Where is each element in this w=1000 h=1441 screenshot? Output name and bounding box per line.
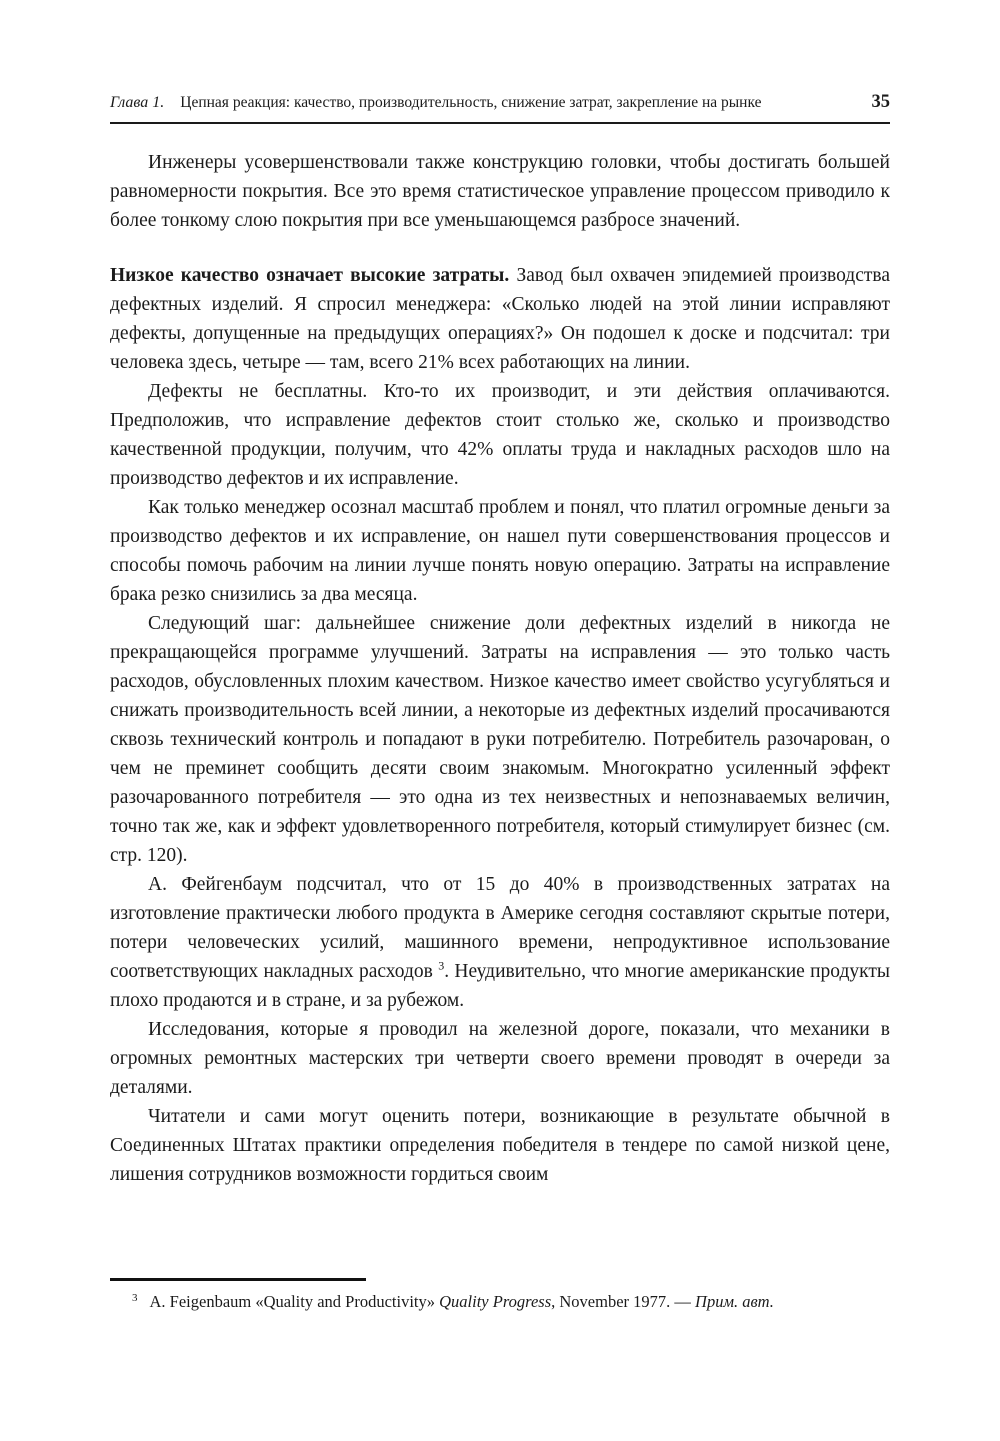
paragraph-manager-realized: Как только менеджер осознал масштаб проблем и понял, что платил огромные деньги за производство дефектов и их исправление, он нашел пути совершенствования процессов и способы помочь рабочим на линии лучше понять новую операцию. Затраты на исправление брака резко снизились за два месяца.	[110, 497, 890, 605]
chapter-label: Глава 1.	[110, 94, 165, 111]
paragraph-defects-cost: Дефекты не бесплатны. Кто-то их производит, и эти действия оплачиваются. Предположив, что исправление дефектов стоит столько же, сколько и производство качественной продукции, получим, что 42% оплаты труда и накладных расходов шло на производство дефектов и их исправление.	[110, 381, 890, 489]
paragraph-engineers: Инженеры усовершенствовали также конструкцию головки, чтобы достигать большей равномерности покрытия. Все это время статистическое управление процессом приводило к более тонкому слою покрытия при все уменьшающемся разбросе значений.	[110, 152, 890, 231]
paragraph-readers: Читатели и сами могут оценить потери, возникающие в результате обычной в Соединенных Штатах практики определения победителя в тендере по самой низкой цене, лишения сотрудников возможности гордиться своим	[110, 1106, 890, 1185]
paragraph-feigenbaum	[110, 870, 890, 1015]
paragraph-text: . Неудивительно, что многие американские продукты плохо продаются и в стране, и за рубежом.	[110, 961, 891, 1011]
paragraph-text: Завод был охвачен эпидемией производства дефектных изделий. Я спросил менеджера: «Сколько людей на этой линии исправляют дефекты, допущенные на предыдущих операциях?» Он подошел к доске и подсчитал: три человека здесь, четыре — там, всего 21% всех работающих на линии.	[110, 265, 891, 373]
footnote-text	[110, 1290, 890, 1314]
footnote-author-note: Прим. авт.	[695, 1292, 774, 1311]
paragraph-text: А. Фейгенбаум подсчитал, что от 15 до 40% в производственных затратах на изготовление практически любого продукта в Америке сегодня составляют скрытые потери, потери человеческих усилий, машинного времени, непродуктивное использование соответствующих накладных расходов	[110, 874, 890, 982]
body-text	[110, 148, 890, 1189]
page-header	[110, 92, 890, 124]
footnote-date: , November 1977. —	[551, 1292, 696, 1311]
page-number: 35	[871, 92, 890, 112]
footnote-journal: Quality Progress	[439, 1292, 552, 1311]
footnote	[110, 1278, 890, 1314]
footnote-rule	[110, 1278, 366, 1281]
footnote-marker: 3	[132, 1291, 138, 1304]
paragraph-railroad: Исследования, которые я проводил на железной дороге, показали, что механики в огромных ремонтных мастерских три четверти своего времени проводят в очереди за деталями.	[110, 1019, 890, 1098]
paragraph-bold-lead: Низкое качество означает высокие затраты.	[110, 265, 510, 286]
chapter-title: Цепная реакция: качество, производительность, снижение затрат, закрепление на рынке	[180, 94, 762, 111]
paragraph-next-step: Следующий шаг: дальнейшее снижение доли дефектных изделий в никогда не прекращающейся программе улучшений. Затраты на исправления — это только часть расходов, обусловленных плохим качеством. Низкое качество имеет свойство усугубляться и снижать производительность всей линии, а некоторые из дефектных изделий просачиваются сквозь технический контроль и попадают в руки потребителю. Потребитель разочарован, о чем не преминет сообщить десяти своим знакомым. Многократно усиленный эффект разочарованного потребителя — это одна из тех неизвестных и непознаваемых величин, точно так же, как и эффект удовлетворенного потребителя, который стимулирует бизнес (см. стр. 120).	[110, 613, 890, 866]
paragraph-low-quality	[110, 261, 890, 377]
footnote-citation: A. Feigenbaum «Quality and Productivity»	[149, 1292, 440, 1311]
footnote-reference: 3	[438, 958, 445, 973]
